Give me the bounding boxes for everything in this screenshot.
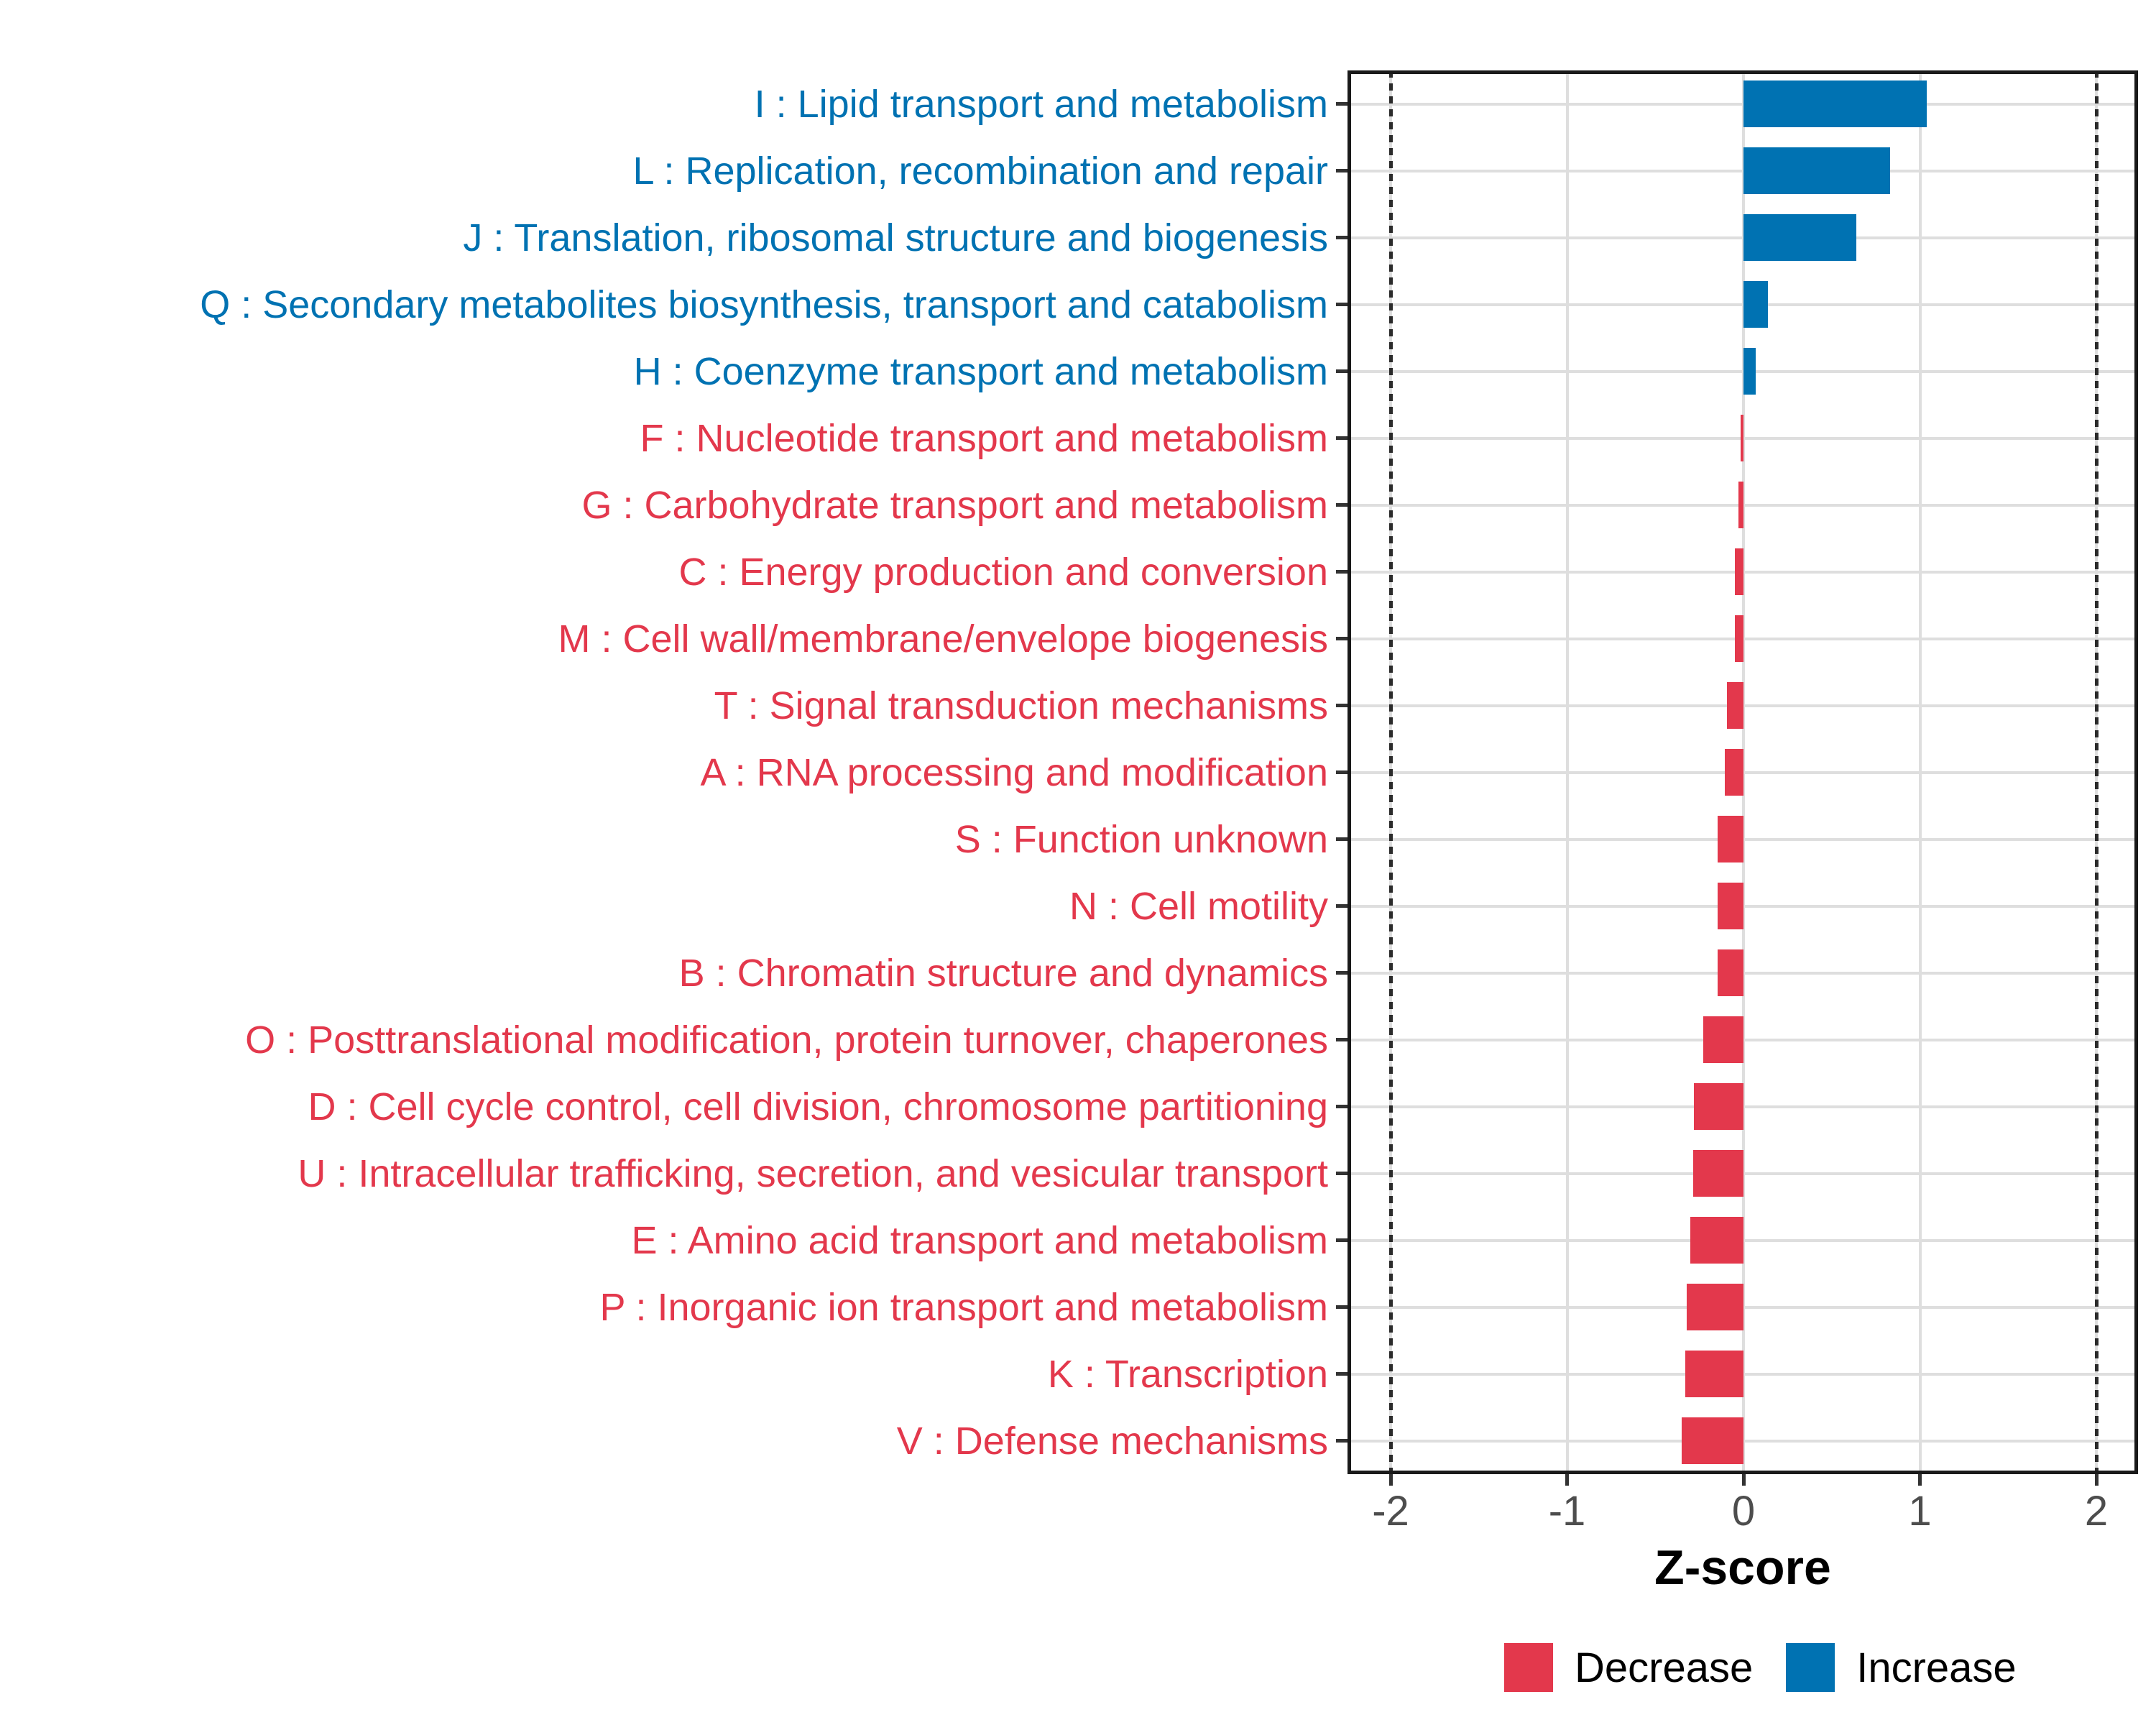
category-label-C: C : Energy production and conversion	[678, 550, 1328, 594]
x-tick-mark	[1742, 1474, 1746, 1486]
y-tick-mark	[1336, 1105, 1348, 1108]
y-tick-mark	[1336, 436, 1348, 440]
x-tick-mark	[2095, 1474, 2099, 1486]
y-tick-mark	[1336, 369, 1348, 373]
category-label-H: H : Coenzyme transport and metabolism	[633, 349, 1328, 393]
category-label-B: B : Chromatin structure and dynamics	[678, 951, 1328, 995]
legend-label-decrease: Decrease	[1575, 1644, 1754, 1691]
x-tick-label: -1	[1548, 1488, 1586, 1535]
y-tick-mark	[1336, 303, 1348, 306]
category-label-P: P : Inorganic ion transport and metabolism	[599, 1285, 1328, 1329]
category-label-A: A : RNA processing and modification	[700, 750, 1328, 794]
category-label-S: S : Function unknown	[954, 817, 1328, 861]
category-label-I: I : Lipid transport and metabolism	[754, 82, 1328, 126]
y-tick-mark	[1336, 1238, 1348, 1242]
y-tick-mark	[1336, 1172, 1348, 1175]
panel-border	[1348, 70, 2138, 1474]
category-label-D: D : Cell cycle control, cell division, chromosome partitioning	[308, 1085, 1328, 1128]
legend-key-increase	[1786, 1643, 1835, 1692]
y-tick-mark	[1336, 169, 1348, 172]
y-tick-mark	[1336, 102, 1348, 106]
y-tick-mark	[1336, 1305, 1348, 1309]
y-tick-mark	[1336, 503, 1348, 507]
x-tick-label: 0	[1731, 1488, 1756, 1535]
category-label-K: K : Transcription	[1047, 1352, 1328, 1396]
legend-key-decrease	[1504, 1643, 1553, 1692]
category-label-G: G : Carbohydrate transport and metabolism	[581, 483, 1328, 527]
legend	[1504, 1643, 2017, 1692]
x-tick-label: 2	[2084, 1488, 2109, 1535]
category-label-T: T : Signal transduction mechanisms	[714, 684, 1328, 727]
x-axis-title: Z-score	[1654, 1540, 1831, 1595]
y-tick-mark	[1336, 637, 1348, 640]
y-tick-mark	[1336, 770, 1348, 774]
x-tick-label: 1	[1908, 1488, 1932, 1535]
y-tick-mark	[1336, 236, 1348, 239]
category-label-E: E : Amino acid transport and metabolism	[631, 1218, 1328, 1262]
category-label-L: L : Replication, recombination and repair	[632, 149, 1328, 193]
y-tick-mark	[1336, 1372, 1348, 1376]
category-label-J: J : Translation, ribosomal structure and biogenesis	[463, 216, 1328, 259]
x-tick-mark	[1565, 1474, 1569, 1486]
y-tick-mark	[1336, 704, 1348, 707]
category-label-M: M : Cell wall/membrane/envelope biogenesis	[558, 617, 1328, 661]
legend-label-increase: Increase	[1856, 1644, 2017, 1691]
y-tick-mark	[1336, 1038, 1348, 1041]
y-tick-mark	[1336, 904, 1348, 908]
y-tick-mark	[1336, 837, 1348, 841]
category-label-U: U : Intracellular trafficking, secretion, and vesicular transport	[298, 1151, 1328, 1195]
y-tick-mark	[1336, 971, 1348, 975]
category-label-V: V : Defense mechanisms	[896, 1419, 1328, 1463]
y-tick-mark	[1336, 570, 1348, 574]
category-label-O: O : Posttranslational modification, protein turnover, chaperones	[245, 1018, 1328, 1062]
category-label-N: N : Cell motility	[1069, 884, 1328, 928]
y-tick-mark	[1336, 1439, 1348, 1443]
x-tick-mark	[1918, 1474, 1922, 1486]
x-tick-mark	[1389, 1474, 1393, 1486]
x-tick-label: -2	[1372, 1488, 1409, 1535]
category-label-Q: Q : Secondary metabolites biosynthesis, transport and catabolism	[200, 282, 1328, 326]
category-label-F: F : Nucleotide transport and metabolism	[640, 416, 1328, 460]
